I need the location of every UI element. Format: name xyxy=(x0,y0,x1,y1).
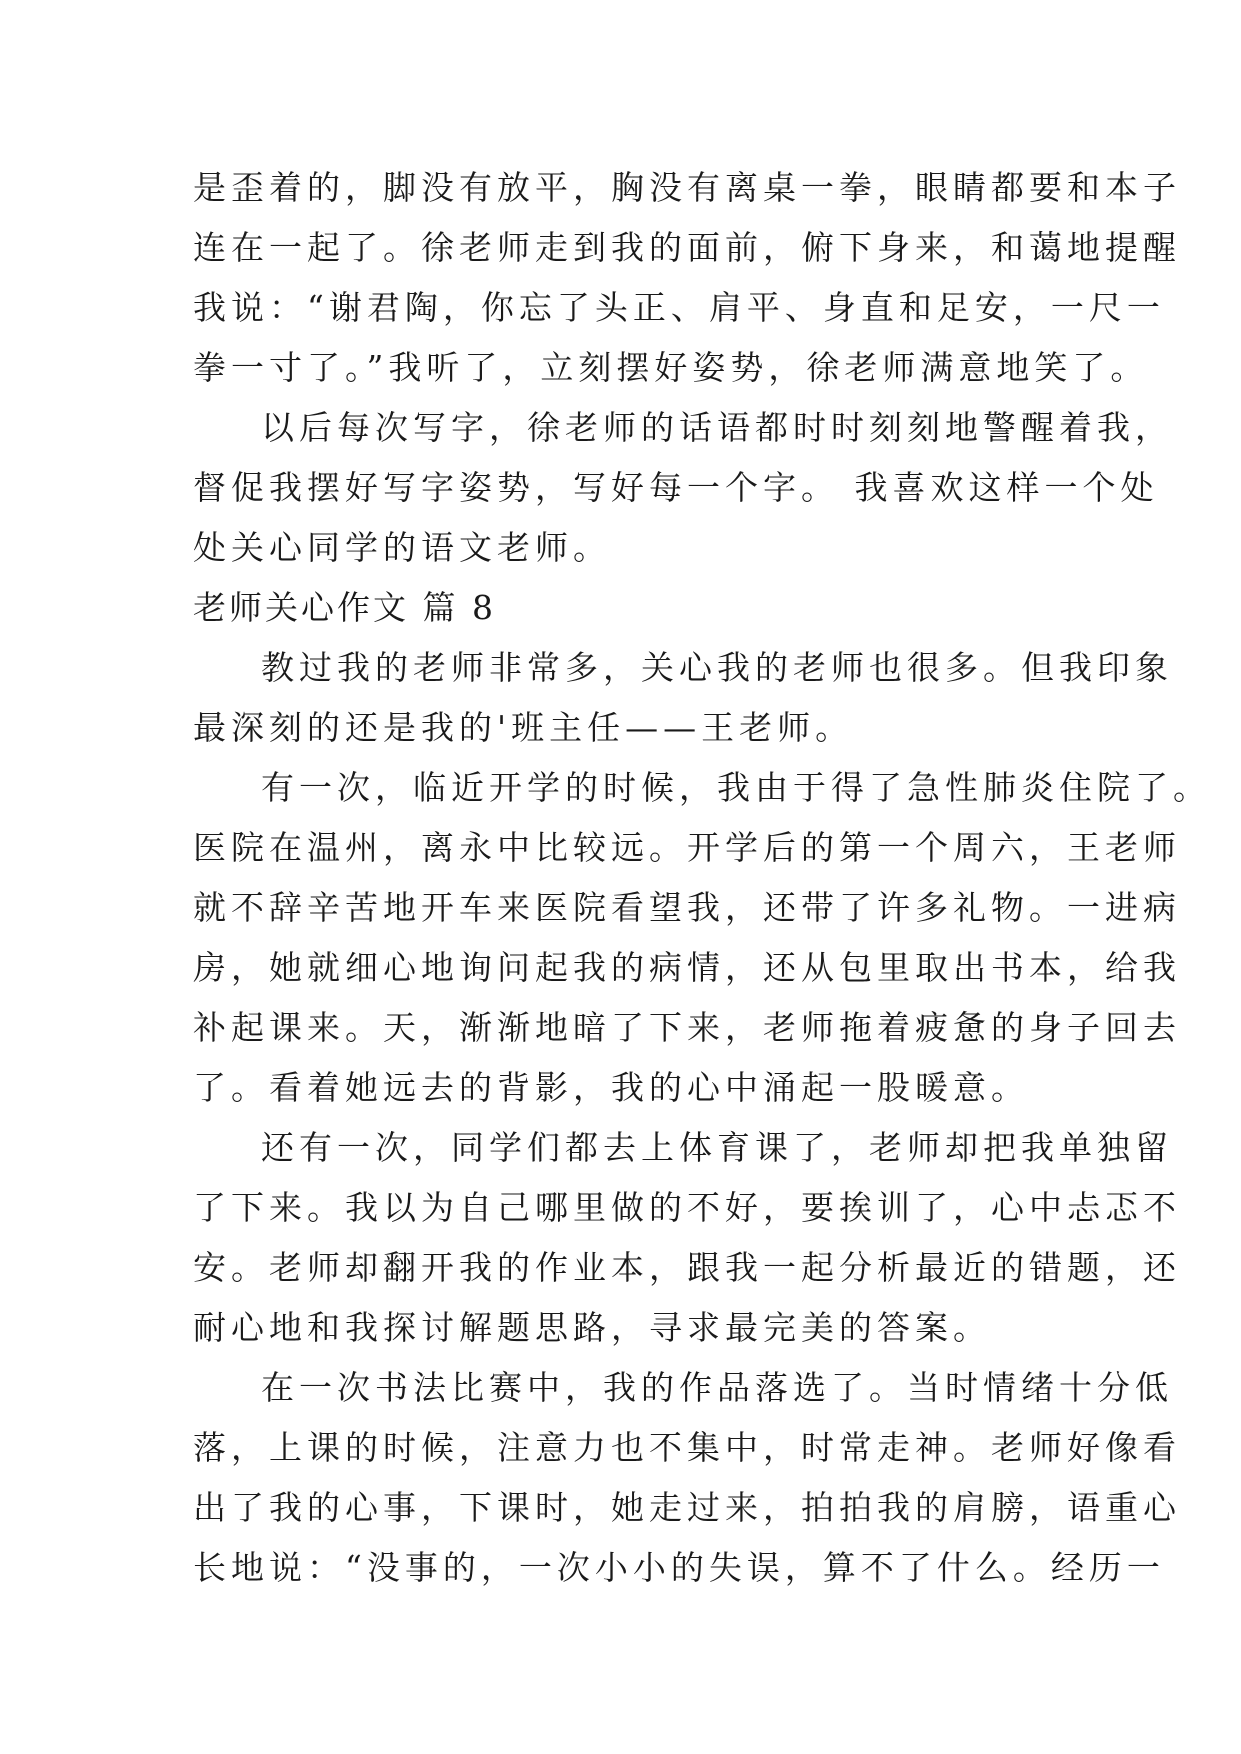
text-line: 了。看着她远去的背影，我的心中涌起一股暖意。 xyxy=(193,1068,1029,1107)
paragraph xyxy=(193,158,1181,398)
paragraph xyxy=(193,398,1173,578)
text-line: 我说：“谢君陶，你忘了头正、肩平、身直和足安，一尺一 xyxy=(193,288,1165,327)
text-line: 以后每次写字，徐老师的话语都时时刻刻地警醒着我， xyxy=(261,408,1173,447)
text-line: 补起课来。天，渐渐地暗了下来，老师拖着疲惫的身子回去 xyxy=(193,1008,1181,1047)
document-body xyxy=(193,158,1211,1598)
text-line: 连在一起了。徐老师走到我的面前，俯下身来，和蔼地提醒 xyxy=(193,228,1181,267)
text-line: 处关心同学的语文老师。 xyxy=(193,528,611,567)
text-line: 耐心地和我探讨解题思路，寻求最完美的答案。 xyxy=(193,1308,991,1347)
text-line: 安。老师却翻开我的作业本，跟我一起分析最近的错题，还 xyxy=(193,1248,1181,1287)
text-line: 房，她就细心地询问起我的病情，还从包里取出书本，给我 xyxy=(193,948,1181,987)
text-line: 教过我的老师非常多，关心我的老师也很多。但我印象 xyxy=(261,648,1173,687)
section-heading xyxy=(193,578,1063,638)
paragraph xyxy=(193,1358,1181,1598)
text-line: 有一次，临近开学的时候，我由于得了急性肺炎住院了。 xyxy=(261,768,1211,807)
paragraph xyxy=(193,638,1173,758)
text-line: 督促我摆好写字姿势，写好每一个字。 我喜欢这样一个处 xyxy=(193,468,1159,507)
text-line: 落，上课的时候，注意力也不集中，时常走神。老师好像看 xyxy=(193,1428,1181,1467)
text-line: 医院在温州，离永中比较远。开学后的第一个周六，王老师 xyxy=(193,828,1181,867)
paragraph xyxy=(193,1118,1181,1358)
heading-text: 老师关心作文 篇 8 xyxy=(193,588,496,627)
text-line: 就不辞辛苦地开车来医院看望我，还带了许多礼物。一进病 xyxy=(193,888,1181,927)
text-line: 是歪着的，脚没有放平，胸没有离桌一拳，眼睛都要和本子 xyxy=(193,168,1181,207)
text-line: 拳一寸了。”我听了，立刻摆好姿势，徐老师满意地笑了。 xyxy=(193,348,1149,387)
text-line: 在一次书法比赛中，我的作品落选了。当时情绪十分低 xyxy=(261,1368,1173,1407)
paragraph xyxy=(193,758,1211,1118)
text-line: 出了我的心事，下课时，她走过来，拍拍我的肩膀，语重心 xyxy=(193,1488,1181,1527)
text-line: 长地说：“没事的，一次小小的失误，算不了什么。经历一 xyxy=(193,1548,1165,1587)
text-line: 了下来。我以为自己哪里做的不好，要挨训了，心中忐忑不 xyxy=(193,1188,1181,1227)
text-line: 最深刻的还是我的'班主任——王老师。 xyxy=(193,708,854,747)
text-line: 还有一次，同学们都去上体育课了，老师却把我单独留 xyxy=(261,1128,1173,1167)
